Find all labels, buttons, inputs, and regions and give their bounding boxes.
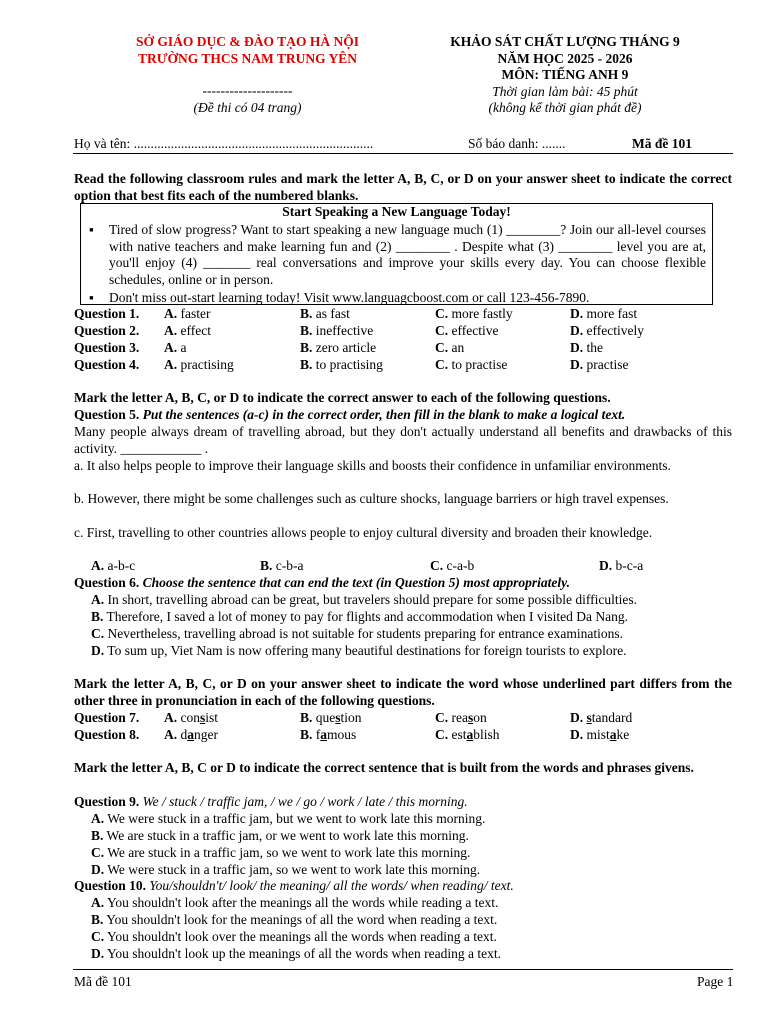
question-prompt: Choose the sentence that can end the text (in Question 5) most appropriately. [142,575,571,590]
question-prompt: We / stuck / traffic jam, / we / go / work / late / this morning. [142,794,468,809]
option-b[interactable]: B. ineffective [300,323,374,338]
option-a[interactable]: A. danger [164,727,218,742]
advert-title: Start Speaking a New Language Today! [282,204,511,219]
option-c[interactable]: C. You shouldn't look over the meanings all the words when reading a text. [91,929,497,944]
option-d[interactable]: D. more fast [570,306,638,321]
question-label: Question 8. [74,727,140,742]
question-label: Question 10. [74,878,147,893]
option-c[interactable]: C. effective [435,323,499,338]
name-field-label: Họ và tên: ....................................................................... [74,136,374,151]
option-b[interactable]: B. as fast [300,306,350,321]
option-d[interactable]: D. We were stuck in a traffic jam, so we went to work late this morning. [91,862,481,877]
header-right [410,34,720,117]
option-d[interactable]: D. You shouldn't look up the meanings of all the words when reading a text. [91,946,502,961]
question-9 [74,794,732,811]
subject: MÔN: TIẾNG ANH 9 [501,67,629,82]
option-b[interactable]: B. Therefore, I saved a lot of money to pay for flights and accommodation when I visited Da Nang. [91,609,628,624]
header-dashes: -------------------- [202,83,293,98]
question-row [74,323,734,340]
exam-code: Mã đề 101 [632,136,692,151]
department-name: SỞ GIÁO DỤC & ĐÀO TẠO HÀ NỘI [136,34,359,49]
option-b[interactable]: B. to practising [300,357,383,372]
option-c[interactable]: C. to practise [435,357,508,372]
option-c[interactable]: C. c-a-b [430,558,475,573]
header-left [75,34,420,116]
question-label: Question 4. [74,357,140,372]
advert-contact: Don't miss out-start learning today! Visit www.languagcboost.com or call 123-456-7890. [109,290,590,305]
question-label: Question 3. [74,340,140,355]
question-row [74,357,734,374]
option-d[interactable]: D. effectively [570,323,644,338]
option-b[interactable]: B. You shouldn't look for the meanings of all the word when reading a text. [91,912,498,927]
school-name: TRƯỜNG THCS NAM TRUNG YÊN [137,50,358,66]
section2-instruction: Mark the letter A, B, C, or D to indicate the correct answer to each of the following questions. [74,390,611,405]
question-prompt: Put the sentences (a-c) in the correct order, then fill in the blank to make a logical text. [142,407,626,422]
question-row [74,306,734,323]
option-c[interactable]: C. more fastly [435,306,513,321]
option-d[interactable]: D. practise [570,357,629,372]
question-prompt: You/shouldn't/ look/ the meaning/ all the words/ when reading/ text. [149,878,514,893]
page-number: Page 1 [697,974,734,989]
option-d[interactable]: D. the [570,340,603,355]
option-c[interactable]: C. establish [435,727,500,742]
option-a[interactable]: A. In short, travelling abroad can be great, but travelers should prepare for some possible difficulties. [91,592,637,607]
exam-title: KHẢO SÁT CHẤT LƯỢNG THÁNG 9 [450,34,680,49]
option-c[interactable]: C. Nevertheless, travelling abroad is not suitable for students preparing for entrance examinations. [91,626,623,641]
q5-sentence-a: a. It also helps people to improve their language skills and boosts their confidence in unfamiliar environments. [74,458,671,473]
footer-exam-code: Mã đề 101 [74,974,132,989]
option-b[interactable]: B. famous [300,727,357,742]
option-a[interactable]: A. consist [164,710,219,725]
question-label: Question 2. [74,323,140,338]
section3-instruction: Mark the letter A, B, C, or D on your answer sheet to indicate the word whose underlined part differs from the other three in pronunciation in each of the following questions. [74,676,732,708]
question-label: Question 7. [74,710,140,725]
q5-sentence-c: c. First, travelling to other countries allows people to enjoy cultural diversity and broaden their knowledge. [74,525,653,540]
question-label: Question 9. [74,794,140,809]
school-year: NĂM HỌC 2025 - 2026 [497,50,633,66]
question-10 [74,878,732,895]
option-a[interactable]: A. You shouldn't look after the meanings all the words while reading a text. [91,895,499,910]
question-label: Question 1. [74,306,140,321]
option-b[interactable]: B. question [300,710,362,725]
question-row [74,727,734,744]
section4-instruction: Mark the letter A, B, C or D to indicate the correct sentence that is built from the words and phrases givens. [74,760,694,775]
option-a[interactable]: A. faster [164,306,211,321]
candidate-number-label: Số báo danh: ....... [468,136,566,151]
option-a[interactable]: A. effect [164,323,211,338]
option-a[interactable]: A. a [164,340,187,355]
option-c[interactable]: C. reason [435,710,487,725]
footer-divider [73,969,733,970]
pages-note: (Đề thi có 04 trang) [193,99,302,115]
option-c[interactable]: C. an [435,340,465,355]
question-6 [74,575,732,592]
q5-passage: Many people always dream of travelling abroad, but they don't actually understand all benefits and drawbacks of this activity. ____________ . [74,424,732,456]
option-b[interactable]: B. zero article [300,340,377,355]
bullet-icon: ▪ [89,290,94,305]
bullet-icon: ▪ [89,222,94,237]
option-b[interactable]: B. c-b-a [260,558,304,573]
option-d[interactable]: D. To sum up, Viet Nam is now offering many beautiful destinations for foreign tourists to explore. [91,643,627,658]
option-d[interactable]: D. mistake [570,727,630,742]
question-row [74,710,734,727]
question-5 [74,407,732,424]
option-a[interactable]: A. a-b-c [91,558,136,573]
time-note: (không kể thời gian phát đề) [488,100,642,115]
option-c[interactable]: C. We are stuck in a traffic jam, so we went to work late this morning. [91,845,471,860]
section1-instruction: Read the following classroom rules and mark the letter A, B, C, or D on your answer sheet to indicate the correct option that best fits each of the numbered blanks. [74,171,732,203]
option-a[interactable]: A. We were stuck in a traffic jam, but we went to work late this morning. [91,811,486,826]
question-label: Question 6. [74,575,140,590]
option-b[interactable]: B. We are stuck in a traffic jam, or we went to work late this morning. [91,828,469,843]
option-a[interactable]: A. practising [164,357,234,372]
time-limit: Thời gian làm bài: 45 phút [492,83,638,99]
option-d[interactable]: D. standard [570,710,633,725]
question-label: Question 5. [74,407,140,422]
advert-box [80,203,713,305]
advert-paragraph: Tired of slow progress? Want to start speaking a new language much (1) ________? Join our all-level courses with native teachers and make learning fun and (2) ________ . Despite what (3) ________ level you are at, you'll enjoy (4) _______ real conversations and improve your skills every day. You can choose flexible schedules, online or in person. [109,222,706,287]
option-d[interactable]: D. b-c-a [599,558,644,573]
question-row [74,340,734,357]
header-divider [73,153,733,154]
q5-sentence-b: b. However, there might be some challenges such as culture shocks, language barriers or high travel expenses. [74,491,669,506]
